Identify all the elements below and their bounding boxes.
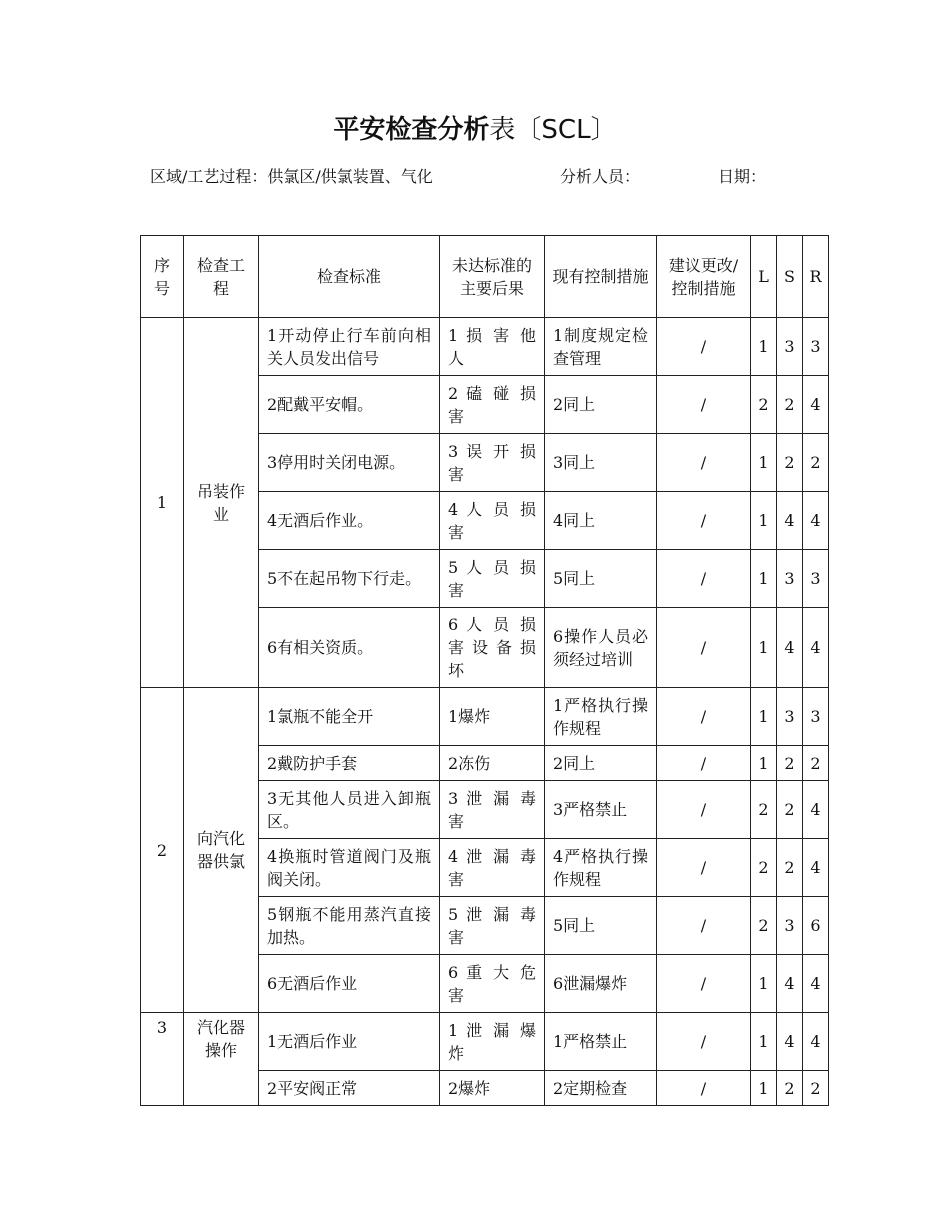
inspection-item-cell: 吊装作业 <box>184 318 259 688</box>
s-value-cell: 4 <box>777 492 803 550</box>
l-value-cell: 2 <box>751 897 777 955</box>
existing-measure-cell: 3严格禁止 <box>545 781 657 839</box>
group-number-cell: 1 <box>141 318 184 688</box>
suggested-measure-cell: / <box>657 318 751 376</box>
consequence-cell: 2冻伤 <box>440 746 545 781</box>
r-value-cell: 3 <box>803 318 829 376</box>
s-value-cell: 3 <box>777 897 803 955</box>
existing-measure-cell: 6泄漏爆炸 <box>545 955 657 1013</box>
r-value-cell: 4 <box>803 1013 829 1071</box>
suggested-measure-cell: / <box>657 550 751 608</box>
table-row <box>141 688 829 746</box>
l-value-cell: 1 <box>751 1071 777 1106</box>
standard-cell: 1氯瓶不能全开 <box>259 688 440 746</box>
standard-cell: 3无其他人员进入卸瓶区。 <box>259 781 440 839</box>
suggested-measure-cell: / <box>657 1071 751 1106</box>
r-value-cell: 4 <box>803 839 829 897</box>
l-value-cell: 1 <box>751 318 777 376</box>
existing-measure-cell: 1严格禁止 <box>545 1013 657 1071</box>
r-value-cell: 6 <box>803 897 829 955</box>
s-value-cell: 2 <box>777 839 803 897</box>
consequence-cell: 3 泄 漏 毒 害 <box>440 781 545 839</box>
l-value-cell: 1 <box>751 1013 777 1071</box>
existing-measure-cell: 1制度规定检查管理 <box>545 318 657 376</box>
standard-cell: 1开动停止行车前向相关人员发出信号 <box>259 318 440 376</box>
inspection-item-cell: 汽化器操作 <box>184 1013 259 1106</box>
r-value-cell: 2 <box>803 1071 829 1106</box>
l-value-cell: 1 <box>751 492 777 550</box>
consequence-cell: 2爆炸 <box>440 1071 545 1106</box>
suggested-measure-cell: / <box>657 839 751 897</box>
s-value-cell: 3 <box>777 550 803 608</box>
inspection-item-cell: 向汽化器供氯 <box>184 688 259 1013</box>
existing-measure-cell: 5同上 <box>545 897 657 955</box>
date-label: 日期： <box>718 167 767 186</box>
l-value-cell: 1 <box>751 434 777 492</box>
existing-measure-cell: 4严格执行操作规程 <box>545 839 657 897</box>
s-value-cell: 2 <box>777 376 803 434</box>
s-value-cell: 3 <box>777 318 803 376</box>
suggested-measure-cell: / <box>657 955 751 1013</box>
standard-cell: 2平安阀正常 <box>259 1071 440 1106</box>
group-number-cell: 3 <box>141 1013 184 1106</box>
consequence-cell: 4 泄 漏 毒 害 <box>440 839 545 897</box>
s-value-cell: 4 <box>777 955 803 1013</box>
header-s: S <box>777 236 803 318</box>
table-row <box>141 318 829 376</box>
r-value-cell: 4 <box>803 608 829 688</box>
consequence-cell: 4 人 员 损 害 <box>440 492 545 550</box>
consequence-cell: 1 损 害 他 人 <box>440 318 545 376</box>
s-value-cell: 4 <box>777 1013 803 1071</box>
existing-measure-cell: 2同上 <box>545 746 657 781</box>
header-item: 检查工程 <box>184 236 259 318</box>
info-line <box>0 164 950 190</box>
r-value-cell: 2 <box>803 746 829 781</box>
standard-cell: 6无酒后作业 <box>259 955 440 1013</box>
r-value-cell: 4 <box>803 376 829 434</box>
header-suggested-measures: 建议更改/控制措施 <box>657 236 751 318</box>
s-value-cell: 3 <box>777 688 803 746</box>
consequence-cell: 3 误 开 损 害 <box>440 434 545 492</box>
table-header-row <box>141 236 829 318</box>
standard-cell: 3停用时关闭电源。 <box>259 434 440 492</box>
standard-cell: 6有相关资质。 <box>259 608 440 688</box>
existing-measure-cell: 2定期检查 <box>545 1071 657 1106</box>
consequence-cell: 1 泄 漏 爆 炸 <box>440 1013 545 1071</box>
r-value-cell: 3 <box>803 550 829 608</box>
consequence-cell: 1爆炸 <box>440 688 545 746</box>
suggested-measure-cell: / <box>657 746 751 781</box>
consequence-cell: 5 泄 漏 毒 害 <box>440 897 545 955</box>
consequence-cell: 6 人 员 损 害 设 备 损坏 <box>440 608 545 688</box>
standard-cell: 2配戴平安帽。 <box>259 376 440 434</box>
standard-cell: 4无酒后作业。 <box>259 492 440 550</box>
standard-cell: 5不在起吊物下行走。 <box>259 550 440 608</box>
s-value-cell: 4 <box>777 608 803 688</box>
existing-measure-cell: 3同上 <box>545 434 657 492</box>
l-value-cell: 1 <box>751 955 777 1013</box>
standard-cell: 4换瓶时管道阀门及瓶阀关闭。 <box>259 839 440 897</box>
title-normal-part: 表〔SCL〕 <box>489 115 617 145</box>
suggested-measure-cell: / <box>657 492 751 550</box>
analyst-label: 分析人员： <box>560 167 641 186</box>
l-value-cell: 1 <box>751 608 777 688</box>
l-value-cell: 1 <box>751 550 777 608</box>
header-no: 序号 <box>141 236 184 318</box>
r-value-cell: 2 <box>803 434 829 492</box>
l-value-cell: 2 <box>751 376 777 434</box>
l-value-cell: 1 <box>751 746 777 781</box>
group-number-cell: 2 <box>141 688 184 1013</box>
r-value-cell: 4 <box>803 955 829 1013</box>
suggested-measure-cell: / <box>657 897 751 955</box>
header-l: L <box>751 236 777 318</box>
r-value-cell: 4 <box>803 492 829 550</box>
scl-table <box>140 235 829 1106</box>
s-value-cell: 2 <box>777 781 803 839</box>
header-existing-measures: 现有控制措施 <box>545 236 657 318</box>
s-value-cell: 2 <box>777 746 803 781</box>
title-bold-part: 平安检查分析 <box>333 115 490 145</box>
s-value-cell: 2 <box>777 434 803 492</box>
header-consequence: 未达标准的主要后果 <box>440 236 545 318</box>
l-value-cell: 2 <box>751 781 777 839</box>
suggested-measure-cell: / <box>657 376 751 434</box>
area-process-label: 区域/工艺过程：供氯区/供氯装置、气化 <box>150 167 433 186</box>
r-value-cell: 4 <box>803 781 829 839</box>
existing-measure-cell: 5同上 <box>545 550 657 608</box>
standard-cell: 1无酒后作业 <box>259 1013 440 1071</box>
standard-cell: 2戴防护手套 <box>259 746 440 781</box>
header-r: R <box>803 236 829 318</box>
s-value-cell: 2 <box>777 1071 803 1106</box>
suggested-measure-cell: / <box>657 688 751 746</box>
existing-measure-cell: 1严格执行操作规程 <box>545 688 657 746</box>
r-value-cell: 3 <box>803 688 829 746</box>
l-value-cell: 1 <box>751 688 777 746</box>
table-row <box>141 1013 829 1071</box>
suggested-measure-cell: / <box>657 1013 751 1071</box>
existing-measure-cell: 6操作人员必须经过培训 <box>545 608 657 688</box>
existing-measure-cell: 2同上 <box>545 376 657 434</box>
consequence-cell: 5 人 员 损 害 <box>440 550 545 608</box>
consequence-cell: 6 重 大 危 害 <box>440 955 545 1013</box>
header-standard: 检查标准 <box>259 236 440 318</box>
suggested-measure-cell: / <box>657 434 751 492</box>
l-value-cell: 2 <box>751 839 777 897</box>
standard-cell: 5钢瓶不能用蒸汽直接加热。 <box>259 897 440 955</box>
suggested-measure-cell: / <box>657 781 751 839</box>
table-body <box>141 318 829 1106</box>
document-title <box>0 110 950 150</box>
existing-measure-cell: 4同上 <box>545 492 657 550</box>
consequence-cell: 2 磕 碰 损 害 <box>440 376 545 434</box>
suggested-measure-cell: / <box>657 608 751 688</box>
